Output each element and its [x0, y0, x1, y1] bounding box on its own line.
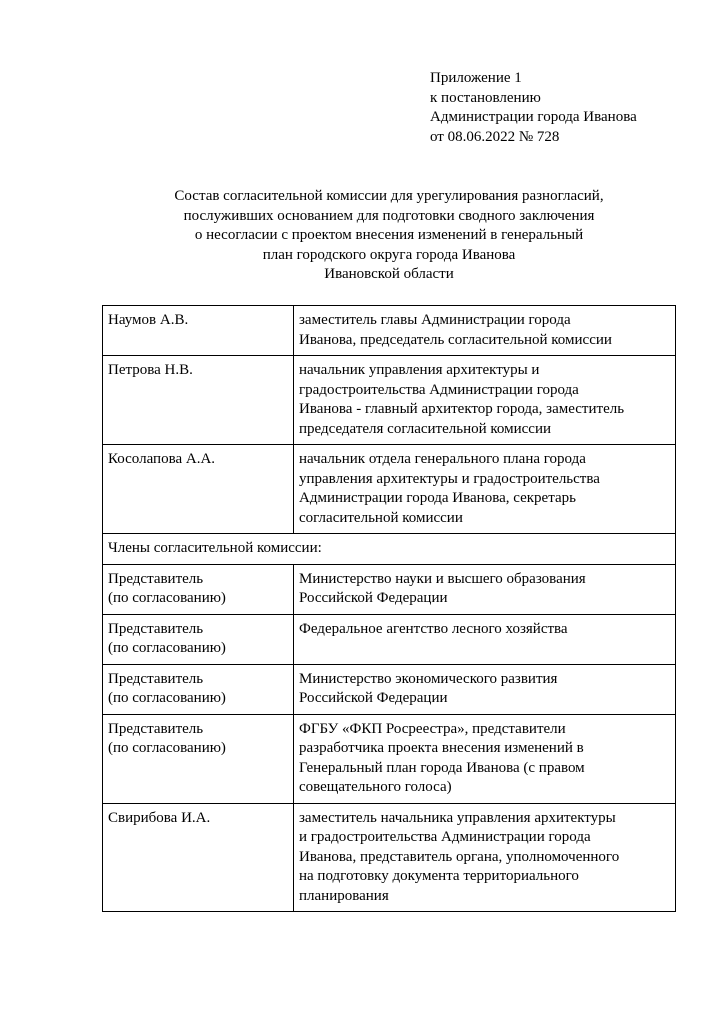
member-name-cell: [103, 445, 294, 534]
member-role-line: и градостроительства Администрации города: [299, 829, 591, 845]
member-role-line: заместитель главы Администрации города: [299, 312, 571, 328]
appendix-line: Администрации города Иванова: [430, 109, 637, 125]
member-role-line: совещательного голоса): [299, 779, 452, 795]
member-name-cell: [103, 614, 294, 664]
member-name-cell: [103, 714, 294, 803]
table-row: [103, 445, 676, 534]
member-name-note: (по согласованию): [108, 640, 226, 656]
member-role-line: Российской Федерации: [299, 590, 448, 606]
member-name: Представитель: [108, 620, 204, 637]
member-role-line: Министерство экономического развития: [299, 670, 558, 687]
member-role-cell: [294, 306, 676, 356]
table-row: [103, 356, 676, 445]
member-role-cell: [294, 356, 676, 445]
member-role-line: Российской Федерации: [299, 690, 448, 706]
member-role-line: ФГБУ «ФКП Росреестра», представители: [299, 720, 566, 737]
member-role-line: разработчика проекта внесения изменений в: [299, 740, 584, 756]
member-name: Представитель: [108, 670, 204, 687]
member-role-line: начальник управления архитектуры и: [299, 362, 540, 378]
table-row: [103, 664, 676, 714]
member-role-line: Иванова - главный архитектор города, заместитель: [299, 401, 625, 417]
member-name: Наумов А.В.: [108, 312, 189, 328]
member-role-cell: [294, 445, 676, 534]
member-role-line: согласительной комиссии: [299, 509, 463, 526]
member-role-line: Федеральное агентство лесного хозяйства: [299, 620, 568, 637]
member-role-line: начальник отдела генерального плана города: [299, 451, 586, 467]
member-name: Петрова Н.В.: [108, 362, 193, 378]
member-role-cell: [294, 564, 676, 614]
member-role-line: управления архитектуры и градостроительства: [299, 470, 600, 487]
member-name: Свирибова И.А.: [108, 809, 211, 826]
member-role-line: Иванова, председатель согласительной комиссии: [299, 331, 612, 348]
member-role-cell: [294, 664, 676, 714]
document-title: [100, 187, 678, 285]
members-header-row: [103, 534, 676, 565]
members-header: Члены согласительной комиссии:: [103, 534, 676, 565]
member-name-cell: [103, 356, 294, 445]
appendix-line: к постановлению: [430, 89, 541, 106]
table-row: [103, 714, 676, 803]
member-role-line: Генеральный план города Иванова (с правом: [299, 759, 585, 776]
member-name-note: (по согласованию): [108, 590, 226, 606]
title-line: план городского округа города Иванова: [262, 246, 516, 263]
member-name: Представитель: [108, 570, 204, 587]
title-line: Ивановской области: [324, 266, 454, 282]
member-role-line: заместитель начальника управления архитектуры: [299, 809, 616, 826]
member-role-line: градостроительства Администрации города: [299, 381, 579, 398]
member-role-line: на подготовку документа территориального: [299, 868, 579, 884]
appendix-date-line: от 08.06.2022 № 728: [430, 128, 560, 145]
table-row: [103, 614, 676, 664]
member-name-cell: [103, 306, 294, 356]
member-name-note: (по согласованию): [108, 690, 226, 706]
table-row: [103, 306, 676, 356]
member-role-line: председателя согласительной комиссии: [299, 420, 552, 437]
member-name: Косолапова А.А.: [108, 451, 216, 467]
member-role-line: Администрации города Иванова, секретарь: [299, 490, 576, 506]
table-row: [103, 564, 676, 614]
title-line: Состав согласительной комиссии для урегулирования разногласий,: [174, 188, 604, 204]
member-name-cell: [103, 803, 294, 912]
member-name: Представитель: [108, 720, 204, 737]
member-role-cell: [294, 714, 676, 803]
member-name-cell: [103, 664, 294, 714]
commission-table: [102, 305, 676, 912]
table-row: [103, 803, 676, 912]
member-name-note: (по согласованию): [108, 740, 226, 756]
member-role-line: Иванова, представитель органа, уполномоченного: [299, 848, 620, 865]
appendix-line: Приложение 1: [430, 70, 522, 86]
member-role-line: планирования: [299, 887, 389, 904]
member-role-cell: [294, 614, 676, 664]
member-role-line: Министерство науки и высшего образования: [299, 570, 586, 587]
member-name-cell: [103, 564, 294, 614]
title-line: о несогласии с проектом внесения изменений в генеральный: [194, 227, 584, 243]
appendix-block: [430, 69, 710, 147]
title-line: послуживших основанием для подготовки сводного заключения: [183, 207, 595, 224]
member-role-cell: [294, 803, 676, 912]
